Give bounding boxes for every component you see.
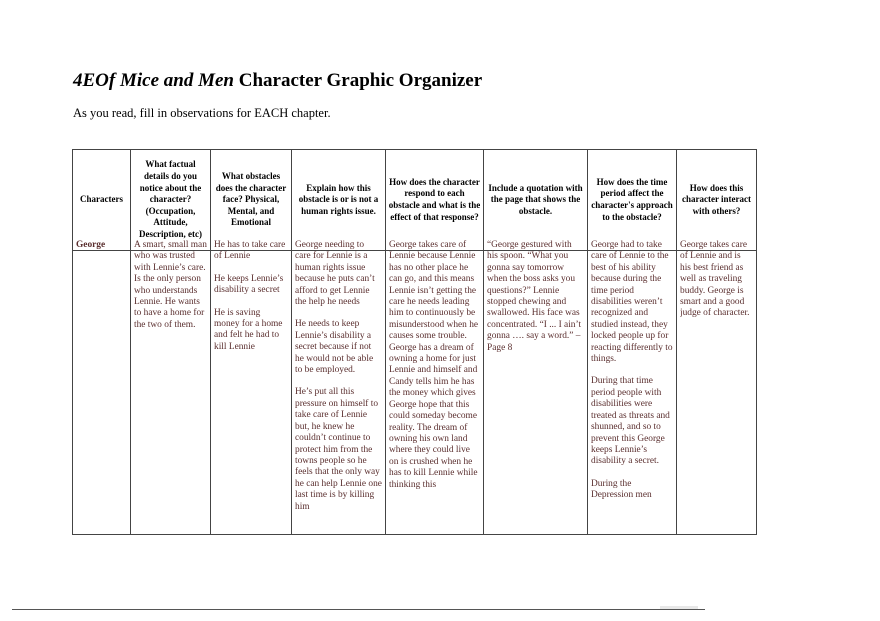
obstacles-cell[interactable] [211,240,292,535]
quotation-text [487,240,584,523]
cell-paragraph: George needing to care for Lennie is a human rights issue because he puts can’t afford to get Lennie the help he needs [295,240,375,308]
header-response: How does the character respond to each obstacle and what is the effect of that response? [386,150,484,251]
cell-paragraph: “George gestured with his spoon. “What you gonna say tomorrow when the boss asks you questions?” Lennie stopped chewing and swallowed. His face was concentrated. “I ... I ain’t gonna …. say a word.” – Page 8 [487,240,582,353]
header-interaction: How does this character interact with others? [677,150,757,251]
cell-paragraph: He’s put all this pressure on himself to take care of Lennie but, he knew he couldn’t continue to protect him from the towns people so he feels that the only way he can help Lennie one last time is by killing him [295,387,382,512]
header-factual-details: What factual details do you notice about the character? (Occupation, Attitude, Description, etc) [131,150,211,251]
cell-paragraph: He keeps Lennie’s disability a secret [214,273,284,296]
header-row [73,150,757,251]
details-cell[interactable] [131,240,211,535]
cell-paragraph: During the Depression men [591,478,652,501]
character-organizer-table [72,149,757,535]
cell-paragraph: George had to take care of Lennie to the best of his ability because during the time period disabilities weren’t recognized and studied instead, they locked people up for reacting differently to things. [591,240,673,365]
header-time-period: How does the time period affect the character's approach to the obstacle? [588,150,677,251]
details-text [134,240,207,523]
header-human-rights: Explain how this obstacle is or is not a human rights issue. [292,150,386,251]
header-characters: Characters [73,150,131,251]
cell-paragraph: During that time period people with disabilities were treated as threats and shunned, and so to prevent this George keeps Lennie’s disability a secret. [591,376,670,467]
interaction-text [680,240,753,523]
cell-paragraph: He needs to keep Lennie’s disability a secret because if not he would not be able to be employed. [295,319,374,376]
header-quotation: Include a quotation with the page that shows the obstacle. [484,150,588,251]
human-rights-cell[interactable] [292,240,386,535]
cell-paragraph: He has to take care of Lennie [214,240,286,262]
time-period-cell[interactable] [588,240,677,535]
header-obstacles: What obstacles does the character face? Physical, Mental, and Emotional [211,150,292,251]
cell-paragraph: George takes care of Lennie and is his best friend as well as traveling buddy. George is smart and a good judge of character. [680,240,750,319]
character-name: George [76,240,106,250]
title-book-name: 4EOf Mice and Men [73,70,234,91]
response-cell[interactable] [386,240,484,535]
title-rest: Character Graphic Organizer [233,70,483,91]
character-name-cell[interactable] [73,240,131,535]
obstacles-text [214,240,288,523]
cell-paragraph: George takes care of Lennie because Lennie has no other place he can go, and this means Lennie isn’t getting the care he needs leading him to continuously be misunderstood when he causes some trouble. George has a dream of owning a home for just Lennie and himself and Candy tells him he has the money which gives George hope that this could someday become reality. The dream of owning his own land where they could live on is crushed when he has to kill Lennie while thinking this [389,240,479,490]
footer-divider [12,609,705,610]
time-period-text [591,240,673,523]
quotation-cell[interactable] [484,240,588,535]
instructions-text: As you read, fill in observations for EACH chapter. [73,106,331,120]
cell-paragraph: A smart, small man who was trusted with Lennie’s care. Is the only person who understands Lennie. He wants to have a home for the two of them. [134,240,207,330]
footer-watermark [660,606,698,609]
response-text [389,240,480,523]
cell-paragraph: He is saving money for a home and felt he had to kill Lennie [214,307,283,352]
interaction-cell[interactable] [677,240,757,535]
table-row [73,251,757,535]
page-title [73,70,482,92]
human-rights-text [295,240,382,523]
